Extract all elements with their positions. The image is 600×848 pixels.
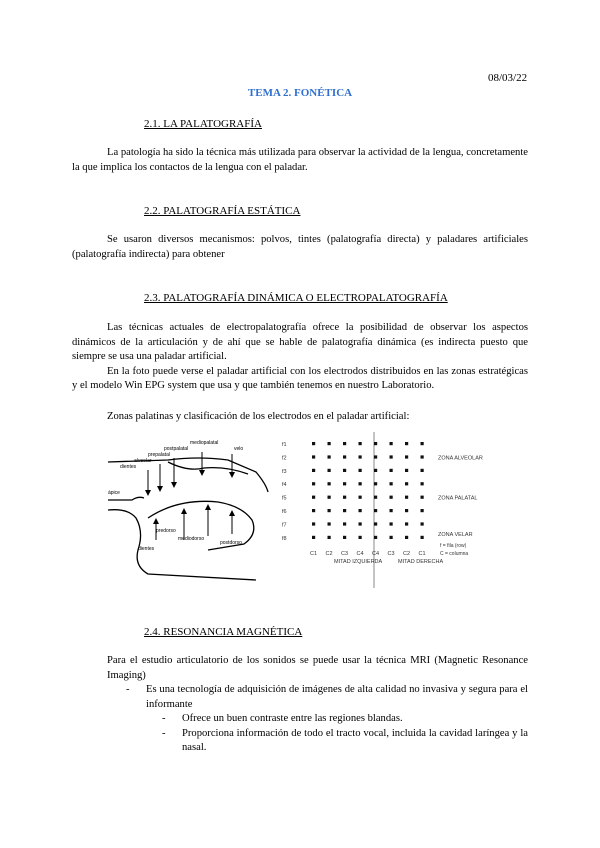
electrode-dot (390, 482, 393, 485)
electrode-dot (405, 509, 408, 512)
figure-caption: Zonas palatinas y clasificación de los electrodos en el paladar artificial: (107, 411, 410, 422)
list-item (126, 683, 528, 712)
label-postpalatal: postpalatal (164, 446, 189, 452)
electrode-dot (328, 469, 331, 472)
label-alveolar: alveolar (134, 458, 152, 464)
row-label: f5 (282, 495, 287, 502)
electrode-dot (421, 496, 424, 499)
electrode-dot (405, 455, 408, 458)
row-label: f3 (282, 468, 287, 475)
electrode-dot (374, 522, 377, 525)
label-velo: velo (234, 446, 244, 452)
electrode-dot (405, 442, 408, 445)
column-label: C4 (372, 551, 380, 558)
electrode-dot (390, 455, 393, 458)
electrode-dot (343, 442, 346, 445)
zone-label: ZONA PALATAL (438, 495, 478, 502)
section-heading-2-4: 2.4. RESONANCIA MAGNÉTICA (144, 626, 303, 638)
section-paragraph-2-1 (72, 146, 528, 175)
bullet-dash: - (162, 713, 166, 724)
electrode-dot (405, 522, 408, 525)
list-item (162, 712, 528, 727)
electrode-dot (390, 509, 393, 512)
electrode-dot (343, 455, 346, 458)
electrode-dot (312, 496, 315, 499)
electrode-dot (312, 455, 315, 458)
electrode-dot (421, 509, 424, 512)
electrode-dot (328, 536, 331, 539)
legend-row: f = fila (row) (440, 543, 467, 550)
bullet-dash: - (162, 727, 166, 739)
list-item (162, 727, 528, 756)
electrode-dot (421, 469, 424, 472)
electrode-dot (312, 482, 315, 485)
electrode-dot (328, 509, 331, 512)
electrode-dot (405, 536, 408, 539)
label-prepalatal: prepalatal (148, 452, 170, 458)
row-label: f7 (282, 522, 287, 529)
label-mediopalatal: mediopalatal (190, 440, 219, 446)
electrode-dot (359, 536, 362, 539)
column-label: C2 (325, 551, 333, 558)
left-half-label: MITAD IZQUIERDA (334, 559, 383, 566)
electrode-dot (421, 455, 424, 458)
electrode-dot (359, 469, 362, 472)
section-paragraphs-2-3 (72, 321, 528, 394)
legend-col: C = columna (440, 551, 469, 558)
section-intro-2-4: Para el estudio articulatorio de los sonidos se puede usar la técnica MRI (Magnetic Resonance Imaging) (107, 655, 528, 681)
electrode-dot (328, 482, 331, 485)
right-half-label: MITAD DERECHA (398, 559, 444, 566)
electrode-dot (343, 469, 346, 472)
electrode-dot (312, 509, 315, 512)
paragraph: Las técnicas actuales de electropalatografía ofrece la posibilidad de observar los aspectos dinámicos de la articulación y de ahí que se hable de palatografía dinámica (es indirecta puesto que siempre se usa una paladar artificial. (72, 322, 528, 362)
electrode-dot (390, 496, 393, 499)
section-paragraph-2-2 (72, 233, 528, 262)
row-label: f1 (282, 442, 287, 448)
section-heading-2-1: 2.1. LA PALATOGRAFÍA (144, 118, 262, 130)
column-label: C3 (341, 551, 349, 558)
column-label: C3 (387, 551, 395, 558)
electrode-dot (390, 469, 393, 472)
electrode-dot (421, 536, 424, 539)
electrode-dot (312, 442, 315, 445)
electrode-dot (390, 442, 393, 445)
electrode-dot (312, 536, 315, 539)
electrode-dot (312, 469, 315, 472)
electrode-dot (343, 536, 346, 539)
electrode-dot (343, 482, 346, 485)
row-label: f4 (282, 482, 287, 489)
electrode-dot (374, 536, 377, 539)
electrode-dot (359, 482, 362, 485)
electrode-dot (374, 455, 377, 458)
label-dientes-bottom: dientes (138, 546, 155, 552)
paragraph: Se usaron diversos mecanismos: polvos, tintes (palatografía directa) y paladares artificiales (palatografía indirecta) para obtener (72, 234, 528, 260)
column-label: C2 (403, 551, 411, 558)
row-label: f8 (282, 535, 287, 542)
list-item-text: Es una tecnología de adquisición de imágenes de alta calidad no invasiva y segura para el informante (146, 684, 528, 710)
row-label: f2 (282, 455, 287, 462)
paragraph: La patología ha sido la técnica más utilizada para observar la actividad de la lengua, concretamente la que implica los contactos de la lengua con el paladar. (72, 147, 528, 173)
electrode-dot (374, 469, 377, 472)
zone-label: ZONA ALVEOLAR (438, 455, 483, 462)
label-postdorso: postdorso (220, 540, 242, 546)
electrode-dot (359, 496, 362, 499)
bullet-dash: - (126, 684, 130, 695)
column-label: C1 (310, 551, 318, 558)
electrode-dot (390, 522, 393, 525)
paragraph: En la foto puede verse el paladar artificial con los electrodos distribuidos en las zonas estratégicas y el modelo Win EPG system que usa y que también tenemos en nuestro Laboratorio. (72, 365, 528, 391)
palate-diagram (108, 432, 483, 588)
section-heading-2-3: 2.3. PALATOGRAFÍA DINÁMICA O ELECTROPALATOGRAFÍA (144, 292, 448, 304)
electrode-dot (374, 482, 377, 485)
electrode-dot (374, 509, 377, 512)
bullet-list (126, 683, 528, 712)
electrode-dot (359, 522, 362, 525)
electrode-dot (343, 509, 346, 512)
palate-figure (108, 432, 483, 588)
electrode-dot (328, 455, 331, 458)
zone-label: ZONA VELAR (438, 531, 473, 538)
electrode-dot (328, 522, 331, 525)
list-item-text: Ofrece un buen contraste entre las regiones blandas. (182, 713, 403, 724)
electrode-dot (343, 496, 346, 499)
page-title: TEMA 2. FONÉTICA (247, 87, 353, 99)
electrode-dot (390, 536, 393, 539)
label-predorso: predorso (156, 528, 176, 534)
sub-bullet-list (162, 712, 528, 756)
electrode-dot (405, 469, 408, 472)
electrode-dot (328, 496, 331, 499)
electrode-dot (374, 442, 377, 445)
electrode-dot (359, 509, 362, 512)
label-mediodorso: mediodorso (178, 536, 205, 542)
label-dientes-top: dientes (120, 464, 137, 470)
electrode-dot (374, 496, 377, 499)
column-label: C1 (418, 551, 426, 558)
electrode-dot (343, 522, 346, 525)
electrode-dot (405, 496, 408, 499)
column-label: C4 (356, 551, 364, 558)
electrode-dot (421, 442, 424, 445)
date: 08/03/22 (488, 72, 528, 84)
electrode-dot (421, 522, 424, 525)
electrode-dot (359, 442, 362, 445)
list-item-text: Proporciona información de todo el tracto vocal, incluida la cavidad laríngea y la nasal. (182, 727, 528, 753)
electrode-dot (421, 482, 424, 485)
section-heading-2-2: 2.2. PALATOGRAFÍA ESTÁTICA (144, 205, 301, 217)
electrode-dot (328, 442, 331, 445)
label-apice: ápice (108, 490, 120, 496)
row-label: f6 (282, 509, 287, 515)
electrode-dot (312, 522, 315, 525)
electrode-dot (359, 455, 362, 458)
electrode-dot (405, 482, 408, 485)
